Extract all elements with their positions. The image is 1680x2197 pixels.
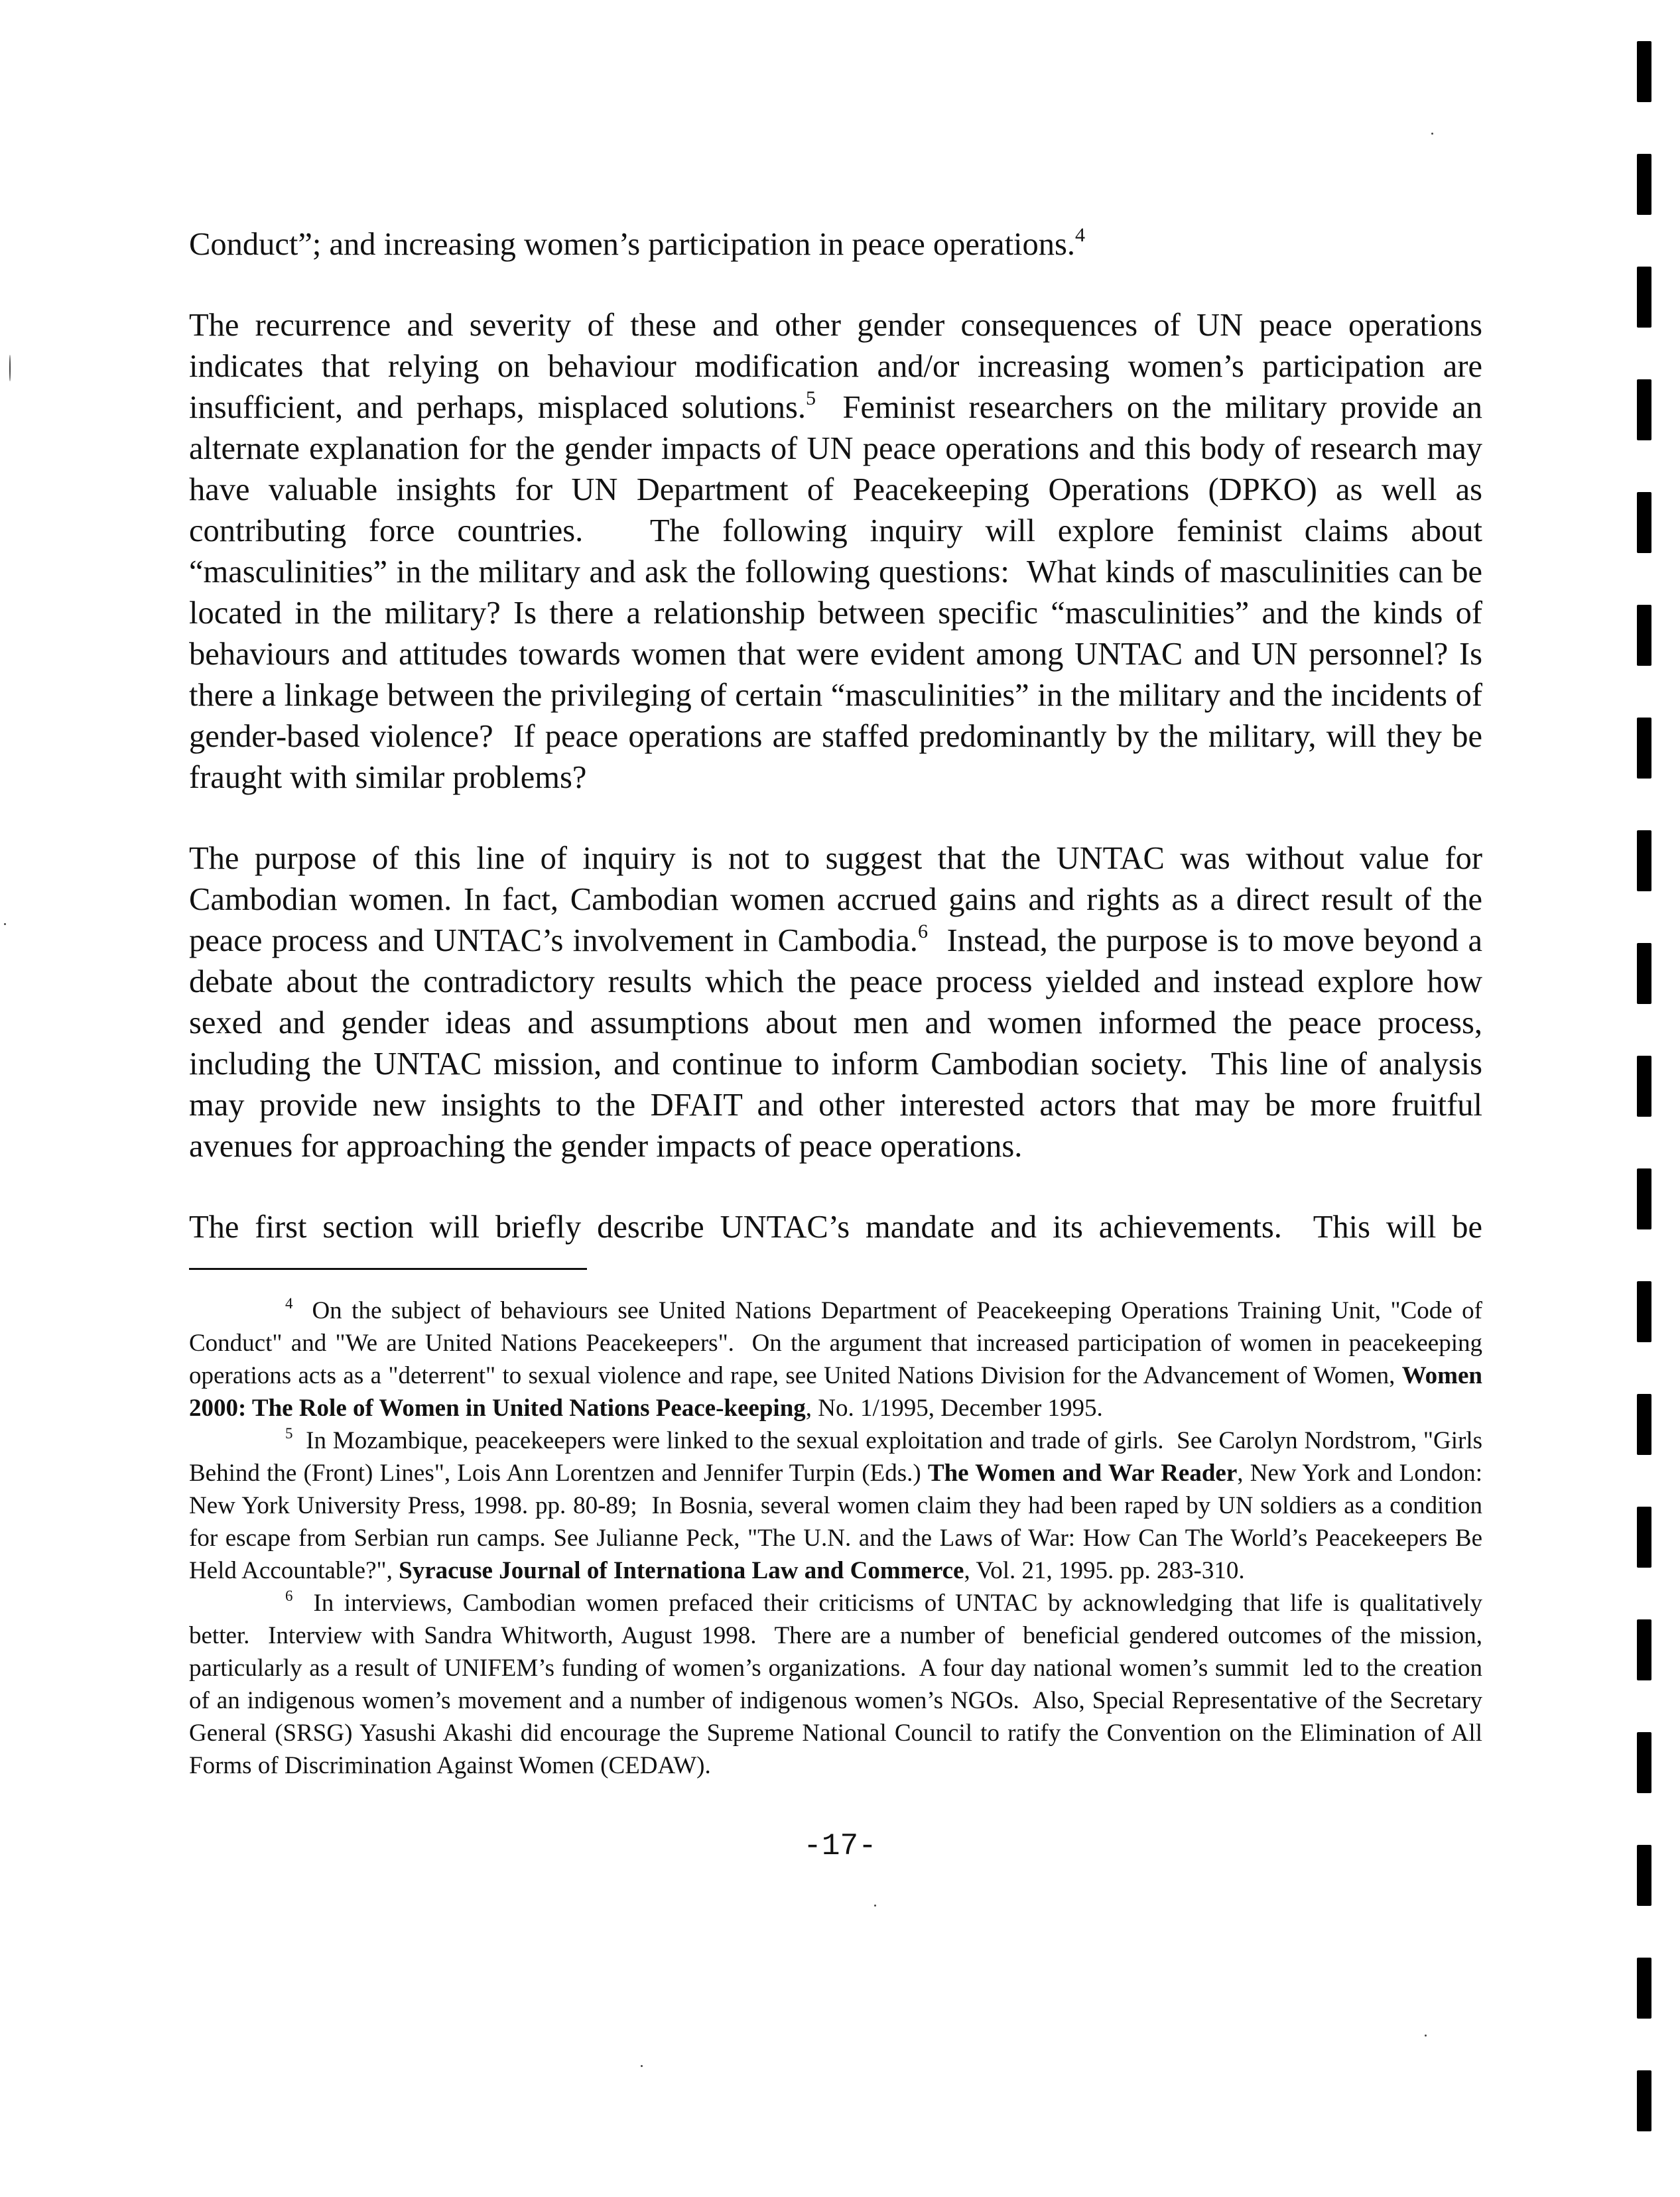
text-run: In Mozambique, peacekeepers were linked to the sexual exploitation and trade of girls. See Carolyn Nordstrom, "Girls Behind the (Front) Lines", Lois Ann Lorentzen and Jennifer Turpin (Eds.) [189,1427,1489,1487]
body-paragraph-3 [189,838,1491,1167]
text-run: In interviews, Cambodian women prefaced their criticisms of UNTAC by acknowledging that life is qualitatively better. Interview with Sandra Whitworth, August 1998. There are a number of beneficial gendered outcomes of the mission, particularly as a result of UNIFEM’s funding of women’s organizations. A four day national women’s summit led to the creation of an indigenous women’s movement and a number of indigenous women’s NGOs. Also, Special Representative of the Secretary General (SRSG) Yasushi Akashi did encourage the Supreme National Council to ratify the Convention on the Elimination of All Forms of Discrimination Against Women (CEDAW). [189,1590,1489,1779]
footnotes [189,1294,1489,1782]
text-run: The recurrence and severity of these and other gender consequences of UN peace operations indicates that relying on behaviour modification and/or increasing women’s participation are insufficient, and perhaps, misplaced solutions. [189,308,1491,425]
scan-speck [1431,133,1433,135]
scan-speck [9,355,11,381]
scan-speck [874,1905,876,1907]
scan-mark [1637,492,1651,553]
footnote-ref: 5 [805,387,816,410]
scan-mark [1637,1845,1651,1906]
scan-mark [1637,605,1651,666]
bold-title: Women 2000: The Role of Women in United Nations Peace-keeping [189,1362,1482,1422]
body-paragraph-1 [189,224,1482,265]
scan-mark [1637,1507,1651,1568]
scan-speck [641,2065,643,2067]
bold-title: The Women and War Reader [927,1460,1238,1487]
scan-mark [1637,1732,1651,1793]
scan-mark [1637,830,1651,891]
body-paragraph-2 [189,305,1491,798]
text-run: On the subject of behaviours see United Nations Department of Peacekeeping Operations Training Unit, "Code of Conduct" and "We are United Nations Peacekeepers". On the argument that increased participation of women in peacekeeping operations acts as a "deterrent" to sexual violence and rape, see United Nations Division for the Advancement of Women, [189,1297,1489,1389]
scan-mark [1637,154,1651,215]
footnote-5 [189,1424,1489,1587]
scan-mark [1637,943,1651,1004]
text-run: Feminist researchers on the military provide an alternate explanation for the gender impacts of UN peace operations and this body of research may have valuable insights for UN Department of Peacekeeping Operations (DPKO) as well as contributing force countries. The following inquiry will explore feminist claims about “masculinities” in the military and ask the following questions: What kinds of masculinities can be located in the military? Is there a relationship between specific “masculinities” and the kinds of behaviours and attitudes towards women that were evident among UNTAC and UN personnel? Is there a linkage between the privileging of certain “masculinities” in the military and the incidents of gender-based violence? If peace operations are staffed predominantly by the military, will they be fraught with similar problems? [189,390,1491,795]
scan-mark [1637,1619,1651,1680]
scan-mark [1637,41,1651,102]
footnote-ref: 6 [285,1587,293,1604]
footnote-ref: 4 [1075,223,1086,247]
bold-title: Syracuse Journal of Internationa Law and Commerce [399,1557,964,1584]
text-run: , New York and London: New York University Press, 1998. pp. 80-89; In Bosnia, several women claim they had been raped by UN soldiers as a condition for escape from Serbian run camps. See Julianne Peck, "The U.N. and the Laws of War: How Can The World’s Peacekeepers Be Held Accountable?", [189,1460,1489,1584]
footnote-4 [189,1294,1489,1424]
page-number: -17- [803,1829,877,1863]
text-run: The first section will briefly describe UNTAC’s mandate and its achievements. This will be [189,1210,1482,1245]
scan-mark [1637,1958,1651,2019]
text-run: The purpose of this line of inquiry is not to suggest that the UNTAC was without value for Cambodian women. In fact, Cambodian women accrued gains and rights as a direct result of the peace process and UNTAC’s involvement in Cambodia. [189,841,1491,958]
text-run: , Vol. 21, 1995. pp. 283-310. [964,1557,1245,1584]
text-run: Conduct”; and increasing women’s participation in peace operations. [189,227,1076,262]
footnote-ref: 4 [285,1294,293,1312]
scan-mark [1637,267,1651,328]
scan-mark [1637,1056,1651,1117]
footnote-divider [189,1268,587,1270]
footnote-6 [189,1587,1489,1782]
scan-speck [1425,2035,1427,2037]
body-paragraph-4 [189,1207,1482,1248]
body-text [189,223,1491,1248]
footnote-ref: 5 [285,1424,293,1442]
scan-mark [1637,718,1651,779]
text-run: , No. 1/1995, December 1995. [805,1395,1103,1422]
scan-mark [1637,379,1651,440]
scan-mark [1637,1281,1651,1342]
scan-mark [1637,1394,1651,1455]
text-run: Instead, the purpose is to move beyond a debate about the contradictory results which the peace process yielded and instead explore how sexed and gender ideas and assumptions about men and women informed the peace process, including the UNTAC mission, and continue to inform Cambodian society. This line of analysis may provide new insights to the DFAIT and other interested actors that may be more fruitful avenues for approaching the gender impacts of peace operations. [189,923,1491,1164]
scan-speck [4,923,6,925]
scan-mark [1637,2070,1651,2131]
footnote-ref: 6 [917,920,928,943]
scan-mark [1637,1168,1651,1229]
